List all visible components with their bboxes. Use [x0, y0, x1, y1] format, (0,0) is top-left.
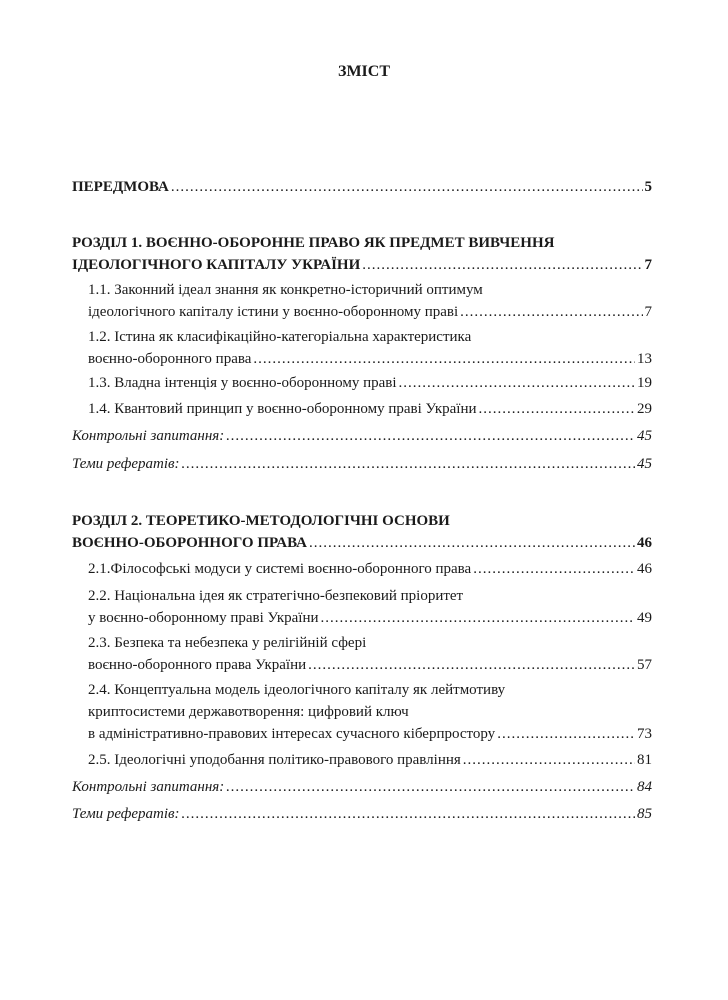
dot-leader: [182, 803, 635, 825]
dot-leader: [479, 398, 636, 420]
toc-entry-line: [88, 348, 652, 370]
toc-entry-section: [88, 749, 652, 771]
toc-entry-title: криптосистеми державотворення: цифровий ключ: [88, 704, 409, 720]
toc-entry-line: [88, 723, 652, 745]
dot-leader: [463, 749, 635, 771]
toc-entry-title: 1.3. Владна інтенція у воєнно-оборонному праві: [88, 375, 397, 391]
page-number: 81: [637, 752, 652, 768]
page-number: 46: [637, 535, 652, 551]
toc-entry-line: [88, 301, 652, 323]
toc-entry-title: ВОЄННО-ОБОРОННОГО ПРАВА: [72, 535, 307, 551]
toc-entry-section: [88, 372, 652, 394]
toc-entry-line: [72, 232, 652, 254]
toc-entry-line: [88, 326, 652, 348]
page-number: 13: [637, 351, 652, 367]
toc-entry-line: [88, 654, 652, 676]
toc-entry-title: воєнно-оборонного права: [88, 351, 252, 367]
toc-entry-title: 2.5. Ідеологічні уподобання політико-правового правління: [88, 752, 461, 768]
page-number: 45: [637, 456, 652, 472]
toc-entry-title: Теми рефератів:: [72, 806, 180, 822]
toc-entry-italic: [72, 776, 652, 798]
toc-entry-title: ідеологічного капіталу істини у воєнно-оборонному праві: [88, 304, 459, 320]
toc-entry-chapter: [72, 510, 652, 554]
toc-entry-section: [88, 398, 652, 420]
dot-leader: [399, 372, 635, 394]
toc-entry-title: ПЕРЕДМОВА: [72, 179, 169, 195]
dot-leader: [362, 254, 642, 276]
toc-entry-section: [88, 279, 652, 323]
dot-leader: [497, 723, 635, 745]
toc-entry-line: [88, 558, 652, 580]
toc-entry-italic: [72, 803, 652, 825]
toc-entry-section: [88, 326, 652, 370]
dot-leader: [308, 654, 635, 676]
toc-entry-chapter: [72, 232, 652, 276]
toc-entry-line: [88, 398, 652, 420]
toc-entry-title: ІДЕОЛОГІЧНОГО КАПІТАЛУ УКРАЇНИ: [72, 257, 361, 273]
toc-entry-title: воєнно-оборонного права України: [88, 657, 307, 673]
toc-entry-italic: [72, 453, 652, 475]
toc-entry-italic: [72, 425, 652, 447]
page-number: 7: [644, 257, 652, 273]
page-number: 5: [644, 179, 652, 195]
toc-entry-section: [88, 558, 652, 580]
toc-entry-title: Контрольні запитання:: [72, 779, 225, 795]
toc-entry-line: [72, 803, 652, 825]
toc-entry-title: Контрольні запитання:: [72, 428, 225, 444]
toc-entry-line: [88, 749, 652, 771]
toc-entry-title: Теми рефератів:: [72, 456, 180, 472]
page-number: 73: [637, 726, 652, 742]
toc-entry-title: РОЗДІЛ 1. ВОЄННО-ОБОРОННЕ ПРАВО ЯК ПРЕДМЕТ ВИВЧЕННЯ: [72, 235, 555, 251]
toc-entry-section: [88, 632, 652, 676]
toc-entry-title: в адміністративно-правових інтересах сучасного кіберпростору: [88, 726, 496, 742]
toc-entry-line: [72, 532, 652, 554]
toc-entry-chapter: [72, 176, 652, 198]
page-number: 45: [637, 428, 652, 444]
dot-leader: [226, 425, 635, 447]
page-number: 85: [637, 806, 652, 822]
toc-entry-line: [72, 510, 652, 532]
toc-entry-line: [88, 372, 652, 394]
toc-entry-title: РОЗДІЛ 2. ТЕОРЕТИКО-МЕТОДОЛОГІЧНІ ОСНОВИ: [72, 513, 450, 529]
page-number: 19: [637, 375, 652, 391]
page-number: 7: [644, 304, 652, 320]
toc-entry-title: у воєнно-оборонному праві України: [88, 610, 319, 626]
toc-entry-line: [72, 254, 652, 276]
toc-entry-section: [88, 585, 652, 629]
toc-entry-line: [88, 701, 652, 723]
dot-leader: [321, 607, 635, 629]
page-number: 46: [637, 561, 652, 577]
dot-leader: [253, 348, 635, 370]
dot-leader: [309, 532, 635, 554]
page-number: 49: [637, 610, 652, 626]
toc-entry-line: [88, 679, 652, 701]
toc-entry-line: [88, 279, 652, 301]
toc-entry-title: 2.1.Філософські модуси у системі воєнно-оборонного права: [88, 561, 472, 577]
page-number: 84: [637, 779, 652, 795]
page-number: 29: [637, 401, 652, 417]
toc-entry-line: [72, 776, 652, 798]
toc-entry-title: 1.2. Істина як класифікаційно-категоріальна характеристика: [88, 329, 472, 345]
toc-entry-line: [72, 453, 652, 475]
dot-leader: [226, 776, 635, 798]
toc-entry-line: [88, 607, 652, 629]
dot-leader: [473, 558, 635, 580]
toc-entry-title: 2.3. Безпека та небезпека у релігійній сфері: [88, 635, 367, 651]
dot-leader: [182, 453, 635, 475]
page-title: ЗМІСТ: [338, 63, 390, 80]
page-number: 57: [637, 657, 652, 673]
toc-entry-title: 1.1. Законний ідеал знання як конкретно-історичний оптимум: [88, 282, 483, 298]
toc-entry-line: [88, 585, 652, 607]
toc-entry-title: 1.4. Квантовий принцип у воєнно-оборонному праві України: [88, 401, 477, 417]
toc-entry-section: [88, 679, 652, 745]
toc-entry-line: [88, 632, 652, 654]
toc-entry-title: 2.2. Національна ідея як стратегічно-безпековий пріоритет: [88, 588, 464, 604]
dot-leader: [171, 176, 643, 198]
dot-leader: [460, 301, 642, 323]
toc-entry-line: [72, 176, 652, 198]
toc-entry-title: 2.4. Концептуальна модель ідеологічного капіталу як лейтмотиву: [88, 682, 506, 698]
toc-entry-line: [72, 425, 652, 447]
